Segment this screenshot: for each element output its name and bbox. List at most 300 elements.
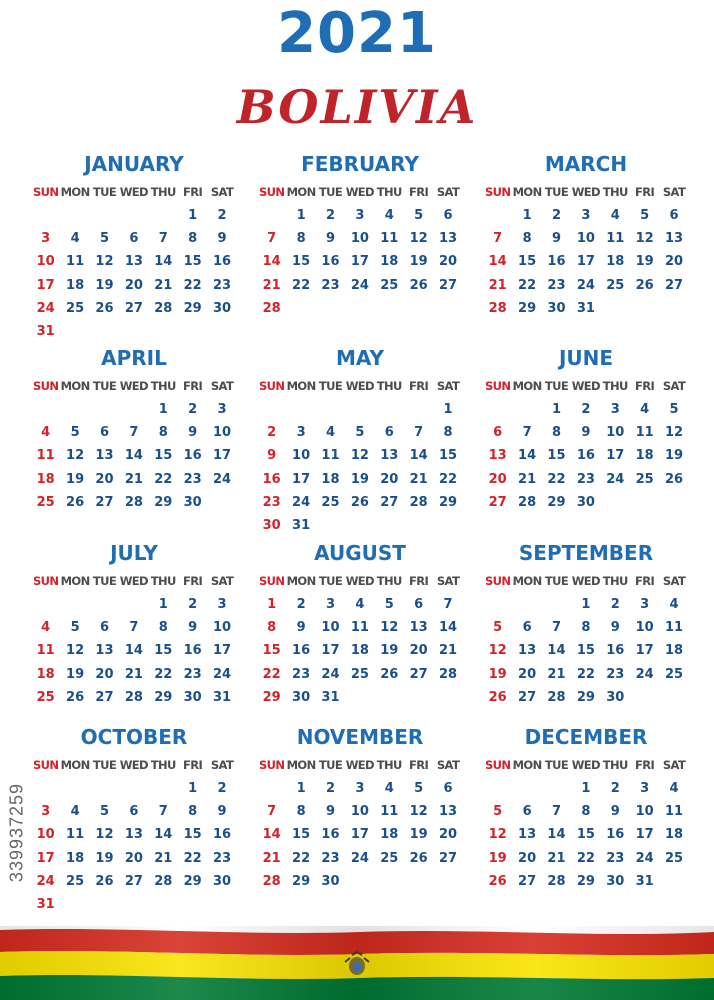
day-cell: 23 — [547, 277, 566, 293]
weekday-label: SAT — [436, 185, 460, 199]
empty-day-cell — [31, 398, 60, 421]
day-cell: 18 — [606, 254, 625, 270]
day-cell: 24 — [606, 471, 625, 487]
day-cell: 4 — [640, 402, 650, 417]
day-cell: 8 — [581, 620, 591, 636]
day-cell: 22 — [154, 666, 173, 682]
empty-day-cell — [60, 777, 89, 800]
day-cell: 21 — [488, 277, 507, 293]
weekday-label: THU — [602, 379, 628, 393]
empty-day-cell — [119, 893, 148, 916]
weekday-label: FRI — [409, 758, 429, 772]
day-cell: 27 — [95, 494, 114, 510]
week-row — [483, 823, 689, 846]
day-cell: 18 — [36, 471, 55, 487]
day-cell: 24 — [36, 300, 55, 316]
day-cell: 14 — [438, 620, 458, 636]
day-cell: 7 — [267, 231, 277, 247]
day-cell: 26 — [95, 300, 114, 316]
day-cell: 28 — [262, 873, 281, 889]
day-cell: 30 — [262, 517, 281, 533]
day-cell: 31 — [576, 300, 595, 316]
day-cell: 29 — [183, 300, 202, 316]
day-cell: 21 — [438, 643, 458, 659]
day-cell: 27 — [488, 494, 507, 510]
day-cell: 14 — [124, 448, 143, 464]
bolivia-flag-banner — [0, 926, 714, 1000]
weekday-label: TUE — [318, 379, 343, 393]
day-cell: 26 — [635, 277, 654, 293]
weekday-label: THU — [150, 758, 176, 772]
day-cell: 5 — [70, 620, 80, 636]
weekday-header-row — [31, 570, 237, 593]
empty-day-cell — [512, 777, 541, 800]
empty-day-cell — [90, 893, 119, 916]
day-cell: 8 — [296, 231, 306, 247]
day-cell: 5 — [70, 425, 80, 441]
day-cell: 7 — [129, 425, 139, 441]
empty-day-cell — [178, 893, 207, 916]
day-cell: 5 — [99, 231, 109, 247]
day-cell: 16 — [321, 254, 340, 270]
weekday-label: SAT — [210, 185, 234, 199]
day-cell: 10 — [350, 804, 369, 820]
weekday-label: SAT — [210, 574, 234, 588]
day-cell: 7 — [158, 231, 168, 247]
day-cell: 28 — [124, 494, 143, 510]
day-cell: 22 — [262, 666, 281, 682]
day-cell: 3 — [581, 208, 591, 223]
day-cell: 9 — [296, 620, 306, 636]
day-cell: 29 — [262, 689, 281, 705]
stock-image-id: 339937259 — [6, 782, 27, 883]
empty-day-cell — [659, 297, 688, 320]
day-cell: 3 — [355, 781, 365, 796]
day-cell: 25 — [606, 277, 625, 293]
day-cell: 14 — [262, 254, 281, 270]
day-cell: 30 — [547, 300, 566, 316]
day-cell: 7 — [414, 425, 424, 441]
weekday-label: TUE — [544, 379, 569, 393]
day-cell: 19 — [66, 666, 85, 682]
month-september — [483, 536, 689, 709]
day-cell: 17 — [606, 448, 625, 464]
day-cell: 4 — [70, 231, 80, 247]
day-cell: 31 — [321, 689, 340, 705]
empty-day-cell — [60, 320, 89, 343]
day-cell: 2 — [325, 781, 335, 796]
day-cell: 1 — [443, 402, 453, 417]
day-cell: 11 — [66, 254, 85, 270]
weekday-label: MON — [512, 758, 542, 772]
weekday-label: SUN — [484, 379, 511, 393]
empty-day-cell — [90, 593, 119, 616]
day-cell: 20 — [95, 471, 114, 487]
day-cell: 7 — [129, 620, 139, 636]
day-cell: 25 — [664, 666, 684, 682]
day-cell: 17 — [635, 827, 654, 843]
weekday-label: TUE — [544, 574, 569, 588]
weekday-label: SAT — [210, 758, 234, 772]
weekday-label: SAT — [662, 379, 686, 393]
day-cell: 11 — [606, 231, 625, 247]
day-cell: 7 — [158, 804, 168, 820]
month-name: AUGUST — [314, 541, 406, 565]
day-cell: 26 — [488, 873, 507, 889]
week-row — [257, 468, 463, 491]
day-cell: 28 — [547, 689, 566, 705]
week-row — [31, 274, 237, 297]
day-cell: 28 — [154, 873, 173, 889]
weekday-label: THU — [376, 185, 402, 199]
day-cell: 7 — [267, 804, 277, 820]
empty-day-cell — [31, 777, 60, 800]
day-cell: 22 — [518, 277, 537, 293]
week-row — [31, 686, 237, 709]
weekday-label: SAT — [436, 574, 460, 588]
day-cell: 20 — [380, 471, 399, 487]
empty-day-cell — [512, 398, 541, 421]
day-cell: 14 — [154, 254, 173, 270]
day-cell: 17 — [350, 254, 369, 270]
day-cell: 26 — [409, 850, 428, 866]
day-cell: 2 — [296, 597, 306, 612]
day-cell: 13 — [438, 231, 458, 247]
empty-day-cell — [542, 777, 571, 800]
empty-day-cell — [286, 297, 315, 320]
weekday-label: WED — [119, 574, 149, 588]
empty-day-cell — [630, 686, 659, 709]
weekday-label: SUN — [258, 379, 285, 393]
day-cell: 11 — [380, 804, 399, 820]
day-cell: 28 — [438, 666, 458, 682]
day-cell: 15 — [154, 643, 173, 659]
weekday-label: THU — [150, 574, 176, 588]
month-name: APRIL — [101, 346, 167, 370]
week-row — [483, 204, 689, 227]
day-cell: 7 — [443, 597, 453, 612]
weekday-label: SUN — [484, 758, 511, 772]
day-cell: 29 — [576, 873, 595, 889]
day-cell: 13 — [518, 827, 537, 843]
weekday-header-row — [483, 181, 689, 204]
day-cell: 21 — [154, 850, 173, 866]
day-cell: 29 — [183, 873, 202, 889]
empty-day-cell — [404, 297, 433, 320]
day-cell: 21 — [262, 277, 281, 293]
weekday-label: SUN — [32, 379, 59, 393]
day-cell: 21 — [547, 666, 566, 682]
day-cell: 27 — [438, 277, 458, 293]
weekday-label: THU — [150, 379, 176, 393]
day-cell: 19 — [488, 666, 507, 682]
day-cell: 30 — [606, 689, 625, 705]
empty-day-cell — [207, 893, 236, 916]
day-cell: 27 — [124, 873, 143, 889]
empty-day-cell — [659, 686, 688, 709]
day-cell: 12 — [488, 643, 507, 659]
empty-day-cell — [375, 686, 404, 709]
week-row — [31, 777, 237, 800]
weekday-label: MON — [286, 758, 316, 772]
weekday-label: SAT — [662, 574, 686, 588]
day-cell: 20 — [518, 666, 537, 682]
month-name: JUNE — [558, 346, 614, 370]
day-cell: 19 — [635, 254, 654, 270]
day-cell: 12 — [409, 804, 428, 820]
day-cell: 7 — [551, 804, 561, 820]
week-row — [483, 297, 689, 320]
day-cell: 20 — [409, 643, 428, 659]
day-cell: 22 — [438, 471, 458, 487]
weekday-label: SAT — [662, 758, 686, 772]
day-cell: 7 — [522, 425, 532, 441]
weekday-label: TUE — [544, 758, 569, 772]
day-cell: 12 — [95, 827, 114, 843]
day-cell: 13 — [124, 827, 143, 843]
day-cell: 12 — [664, 425, 684, 441]
day-cell: 29 — [547, 494, 566, 510]
empty-day-cell — [257, 398, 286, 421]
weekday-label: FRI — [635, 379, 655, 393]
weekday-label: SAT — [210, 379, 234, 393]
month-february — [257, 147, 463, 320]
weekday-header-row — [257, 375, 463, 398]
day-cell: 19 — [350, 471, 369, 487]
day-cell: 17 — [576, 254, 595, 270]
day-cell: 30 — [183, 494, 202, 510]
empty-day-cell — [433, 514, 462, 537]
day-cell: 8 — [443, 425, 453, 441]
day-cell: 4 — [384, 781, 394, 796]
day-cell: 8 — [267, 620, 277, 636]
weekday-label: THU — [602, 574, 628, 588]
week-row — [31, 398, 237, 421]
day-cell: 11 — [350, 620, 369, 636]
day-cell: 24 — [212, 666, 232, 682]
day-cell: 4 — [355, 597, 365, 612]
weekday-header-row — [257, 570, 463, 593]
day-cell: 3 — [41, 231, 51, 247]
day-cell: 13 — [518, 643, 537, 659]
day-cell: 26 — [380, 666, 399, 682]
day-cell: 1 — [296, 781, 306, 796]
day-cell: 5 — [493, 804, 503, 820]
day-cell: 17 — [212, 448, 232, 464]
empty-day-cell — [345, 686, 374, 709]
day-cell: 28 — [518, 494, 537, 510]
empty-day-cell — [483, 777, 512, 800]
weekday-label: MON — [60, 185, 90, 199]
weekday-label: FRI — [183, 758, 203, 772]
day-cell: 15 — [438, 448, 458, 464]
day-cell: 19 — [409, 827, 428, 843]
weekday-label: MON — [60, 379, 90, 393]
day-cell: 4 — [70, 804, 80, 820]
day-cell: 29 — [576, 689, 595, 705]
empty-day-cell — [601, 297, 630, 320]
day-cell: 1 — [551, 402, 561, 417]
day-cell: 23 — [183, 666, 202, 682]
weekday-header-row — [257, 754, 463, 777]
empty-day-cell — [345, 398, 374, 421]
day-cell: 6 — [99, 425, 109, 441]
week-row — [31, 320, 237, 343]
week-row — [31, 421, 237, 444]
weekday-label: FRI — [183, 379, 203, 393]
weekday-label: WED — [119, 758, 149, 772]
day-cell: 16 — [576, 448, 595, 464]
day-cell: 25 — [321, 494, 340, 510]
empty-day-cell — [630, 297, 659, 320]
day-cell: 18 — [321, 471, 340, 487]
week-row — [257, 663, 463, 686]
weekday-label: WED — [571, 185, 601, 199]
day-cell: 23 — [321, 277, 340, 293]
empty-day-cell — [90, 777, 119, 800]
day-cell: 12 — [635, 231, 654, 247]
day-cell: 13 — [380, 448, 399, 464]
empty-day-cell — [345, 514, 374, 537]
day-cell: 12 — [66, 643, 85, 659]
day-cell: 2 — [188, 597, 198, 612]
day-cell: 1 — [188, 208, 198, 223]
day-cell: 29 — [292, 873, 311, 889]
week-row — [483, 421, 689, 444]
day-cell: 3 — [325, 597, 335, 612]
empty-day-cell — [483, 398, 512, 421]
day-cell: 22 — [183, 277, 202, 293]
day-cell: 10 — [606, 425, 625, 441]
weekday-label: WED — [345, 574, 375, 588]
day-cell: 9 — [610, 804, 620, 820]
day-cell: 9 — [217, 231, 227, 247]
day-cell: 27 — [518, 873, 537, 889]
day-cell: 22 — [292, 277, 311, 293]
day-cell: 1 — [158, 402, 168, 417]
week-row — [483, 686, 689, 709]
week-row — [483, 491, 689, 514]
month-name: OCTOBER — [80, 725, 188, 749]
day-cell: 29 — [154, 494, 173, 510]
empty-day-cell — [149, 320, 178, 343]
day-cell: 20 — [124, 277, 143, 293]
day-cell: 6 — [522, 804, 532, 820]
week-row — [257, 593, 463, 616]
day-cell: 1 — [188, 781, 198, 796]
day-cell: 6 — [129, 804, 139, 820]
day-cell: 2 — [325, 208, 335, 223]
week-row — [257, 777, 463, 800]
day-cell: 8 — [188, 231, 198, 247]
month-may — [257, 341, 463, 537]
day-cell: 12 — [66, 448, 85, 464]
empty-day-cell — [60, 204, 89, 227]
day-cell: 12 — [409, 231, 428, 247]
empty-day-cell — [60, 398, 89, 421]
day-cell: 13 — [488, 448, 507, 464]
calendar-year: 2021 — [277, 1, 437, 66]
empty-day-cell — [433, 297, 462, 320]
day-cell: 17 — [350, 827, 369, 843]
weekday-label: SUN — [484, 574, 511, 588]
day-cell: 8 — [188, 804, 198, 820]
day-cell: 21 — [518, 471, 537, 487]
day-cell: 23 — [606, 666, 625, 682]
day-cell: 31 — [212, 689, 232, 705]
day-cell: 10 — [292, 448, 311, 464]
day-cell: 24 — [350, 850, 369, 866]
day-cell: 20 — [518, 850, 537, 866]
empty-day-cell — [404, 870, 433, 893]
month-august — [257, 536, 463, 709]
week-row — [257, 616, 463, 639]
weekday-label: WED — [345, 185, 375, 199]
week-row — [31, 593, 237, 616]
empty-day-cell — [60, 893, 89, 916]
day-cell: 5 — [384, 597, 394, 612]
day-cell: 17 — [321, 643, 340, 659]
day-cell: 2 — [551, 208, 561, 223]
empty-day-cell — [404, 514, 433, 537]
weekday-label: TUE — [92, 185, 117, 199]
day-cell: 9 — [610, 620, 620, 636]
day-cell: 27 — [95, 689, 114, 705]
day-cell: 11 — [36, 643, 55, 659]
week-row — [257, 823, 463, 846]
day-cell: 12 — [95, 254, 114, 270]
day-cell: 22 — [576, 666, 595, 682]
day-cell: 9 — [188, 425, 198, 441]
day-cell: 24 — [321, 666, 340, 682]
day-cell: 12 — [380, 620, 399, 636]
weekday-label: MON — [286, 185, 316, 199]
day-cell: 1 — [581, 597, 591, 612]
day-cell: 2 — [610, 781, 620, 796]
empty-day-cell — [149, 893, 178, 916]
day-cell: 11 — [664, 620, 684, 636]
day-cell: 10 — [576, 231, 595, 247]
weekday-label: SAT — [436, 379, 460, 393]
weekday-label: WED — [119, 379, 149, 393]
day-cell: 9 — [551, 231, 561, 247]
empty-day-cell — [316, 398, 345, 421]
day-cell: 25 — [380, 277, 399, 293]
empty-day-cell — [178, 320, 207, 343]
day-cell: 2 — [217, 208, 227, 223]
month-july — [31, 536, 237, 709]
day-cell: 8 — [296, 804, 306, 820]
day-cell: 30 — [292, 689, 311, 705]
day-cell: 18 — [66, 850, 85, 866]
week-row — [483, 639, 689, 662]
week-row — [483, 250, 689, 273]
empty-day-cell — [60, 593, 89, 616]
day-cell: 20 — [438, 827, 458, 843]
day-cell: 23 — [292, 666, 311, 682]
day-cell: 21 — [547, 850, 566, 866]
flag-waves — [0, 926, 714, 1000]
empty-day-cell — [119, 398, 148, 421]
month-december — [483, 720, 689, 893]
day-cell: 4 — [669, 597, 679, 612]
day-cell: 4 — [669, 781, 679, 796]
day-cell: 19 — [409, 254, 428, 270]
weekday-label: TUE — [318, 758, 343, 772]
weekday-header-row — [257, 181, 463, 204]
weekday-header-row — [483, 754, 689, 777]
day-cell: 15 — [154, 448, 173, 464]
